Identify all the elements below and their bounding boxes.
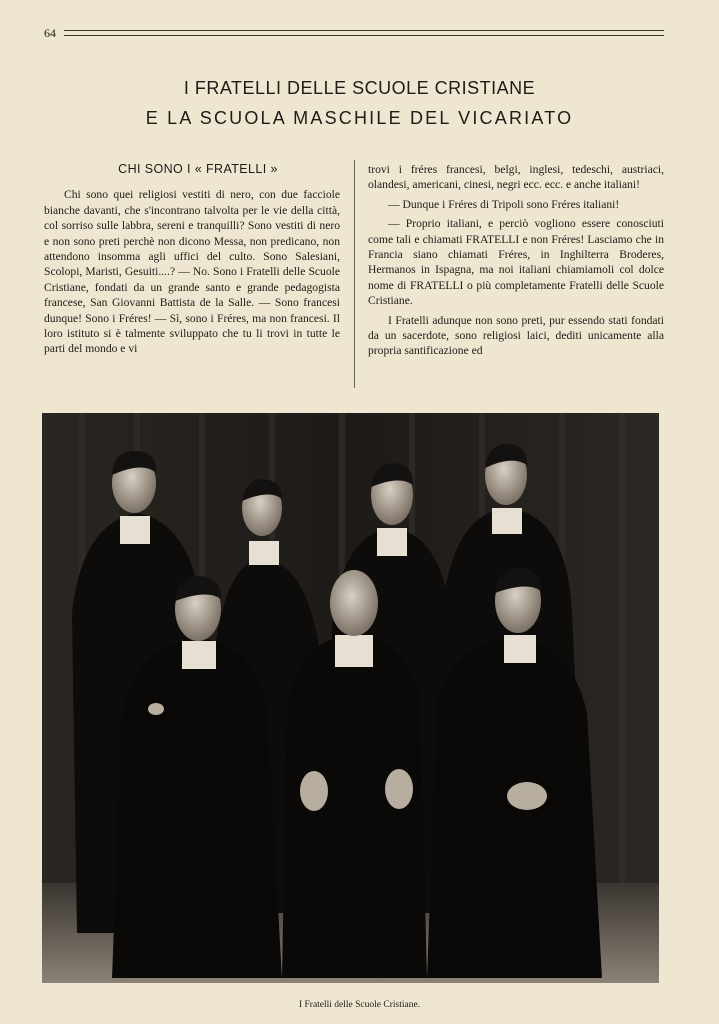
- paragraph: — Proprio italiani, e perciò vogliono essere conosciuti come tali e chiamati FRATELLI e non Fréres! Lasciamo che in Francia siano chiamati Fréres, in Inghilterra Broderes, Hermanos in Ispagna, ma noi italiani chiamiamoli col dolce nome di FRATELLI o più completamente Fratelli delle Scuole Cristiane.: [368, 217, 664, 308]
- page-header: [44, 26, 664, 40]
- paragraph: — Dunque i Fréres di Tripoli sono Fréres italiani!: [388, 197, 620, 211]
- paragraph: I Fratelli adunque non sono preti, pur essendo stati fondati da un sacerdote, sono religiosi laici, dediti unicamente alla propria santificazione ed: [368, 313, 664, 358]
- article-title-line-2: E LA SCUOLA MASCHILE DEL VICARIATO: [145, 108, 574, 128]
- photo-caption: I Fratelli delle Scuole Cristiane.: [298, 1000, 421, 1010]
- column-divider: [354, 160, 355, 388]
- right-column: [368, 162, 664, 363]
- left-column: [44, 162, 340, 361]
- group-photograph: [42, 413, 659, 983]
- header-rule: [64, 30, 664, 36]
- page-number: 64: [44, 26, 56, 40]
- paragraph: Chi sono quei religiosi vestiti di nero, con due facciole bianche davanti, che s'incontrano talvolta per le vie della città, col sorriso sulle labbra, sereni e tranquilli? Sono vestiti di nero e non sono preti perchè non dicono Messa, non predicano, non attendono insomma agli uffici del culto. Sono Salesiani, Scolopi, Maristi, Gesuiti....? — No. Sono i Fratelli delle Scuole Cristiane, fondati da un grande santo e grande pedagogista francese, San Giovanni Battista de la Salle. — Sono francesi dunque! Sono i Fréres! — Sì, sono i Fréres, ma non francesi. Il loro istituto si è talmente sviluppato che tu li trovi in tutte le parti del mondo e vi: [44, 188, 340, 356]
- group-photograph-image: [42, 413, 659, 983]
- paragraph: trovi i fréres francesi, belgi, inglesi, tedeschi, austriaci, olandesi, americani, cinesi, negri ecc. ecc. e anche italiani!: [368, 163, 664, 192]
- section-heading: CHI SONO I « FRATELLI »: [118, 162, 278, 176]
- article-title-line-1: I FRATELLI DELLE SCUOLE CRISTIANE: [183, 78, 536, 98]
